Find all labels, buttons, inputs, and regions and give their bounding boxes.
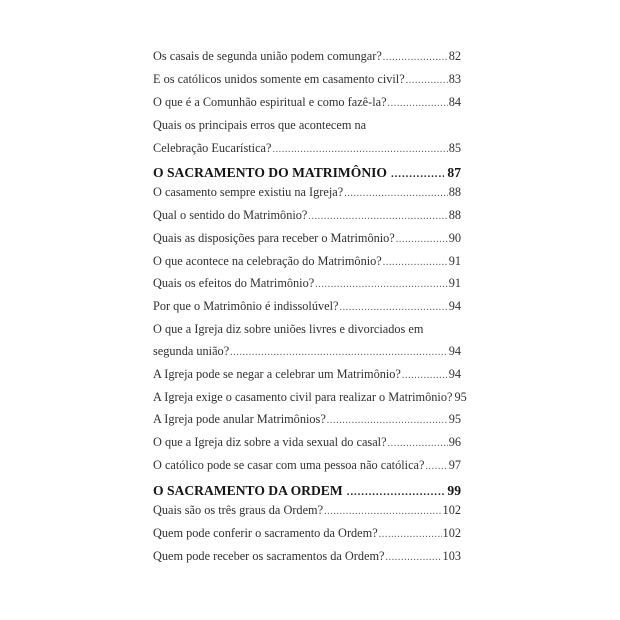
toc-entry xyxy=(153,139,461,157)
dot-leader xyxy=(324,503,441,521)
toc-entry-page: 84 xyxy=(448,95,461,109)
toc-entry-title: Celebração Eucarística? xyxy=(153,141,272,155)
toc-entry xyxy=(153,456,461,474)
dot-leader xyxy=(272,141,447,159)
toc-entry-title: O que é a Comunhão espiritual e como fazê-la? xyxy=(153,95,387,109)
dot-leader xyxy=(425,458,447,476)
toc-entry-title: Qual o sentido do Matrimônio? xyxy=(153,208,308,222)
toc-entry xyxy=(153,206,461,224)
toc-entry xyxy=(153,388,467,406)
toc-entry-title: A Igreja pode se negar a celebrar um Matrimônio? xyxy=(153,367,401,381)
toc-entry xyxy=(153,433,461,451)
toc-entry-title: O que acontece na celebração do Matrimônio? xyxy=(153,254,382,268)
dot-leader xyxy=(406,72,448,90)
toc-entry-title: O casamento sempre existiu na Igreja? xyxy=(153,185,344,199)
dot-leader xyxy=(347,483,445,501)
toc-entry-page: 88 xyxy=(448,208,461,222)
section-page: 99 xyxy=(447,483,461,498)
toc-entry xyxy=(153,410,461,428)
dot-leader xyxy=(391,165,444,183)
toc-entry xyxy=(153,47,461,65)
toc-entry-title: A Igreja pode anular Matrimônios? xyxy=(153,412,326,426)
toc-entry-page: 102 xyxy=(442,526,461,540)
toc-entry xyxy=(153,501,461,519)
toc-section-heading xyxy=(153,482,461,500)
toc-entry-title: O que a Igreja diz sobre uniões livres e divorciados em xyxy=(153,322,424,336)
toc-entry xyxy=(153,183,461,201)
toc-entry-page: 96 xyxy=(448,435,461,449)
toc-entry-page: 91 xyxy=(448,276,461,290)
section-title: O SACRAMENTO DA ORDEM xyxy=(153,483,343,498)
toc-entry-title: Quem pode receber os sacramentos da Ordem? xyxy=(153,549,385,563)
toc-entry-title: E os católicos unidos somente em casamento civil? xyxy=(153,72,405,86)
dot-leader xyxy=(396,231,448,249)
toc-entry-page: 103 xyxy=(442,549,461,563)
toc-entry-page: 83 xyxy=(448,72,461,86)
dot-leader xyxy=(388,435,448,453)
toc-entry xyxy=(153,229,461,247)
toc-entry-page: 94 xyxy=(448,299,461,313)
toc-entry-page: 82 xyxy=(448,49,461,63)
toc-entry xyxy=(153,252,461,270)
toc-entry-title: O que a Igreja diz sobre a vida sexual do casal? xyxy=(153,435,387,449)
toc-entry-page: 94 xyxy=(448,344,461,358)
dot-leader xyxy=(379,526,442,544)
toc-entry-wrapped-line xyxy=(153,320,461,338)
toc-entry-page: 91 xyxy=(448,254,461,268)
toc-entry-page: 85 xyxy=(448,141,461,155)
toc-entry-title: Os casais de segunda união podem comungar? xyxy=(153,49,382,63)
toc-entry-title: segunda união? xyxy=(153,344,230,358)
toc-entry-page: 102 xyxy=(442,503,461,517)
toc-entry-page: 97 xyxy=(448,458,461,472)
dot-leader xyxy=(315,276,448,294)
toc-entry-page: 88 xyxy=(448,185,461,199)
toc-entry-page: 95 xyxy=(448,412,461,426)
toc-entry xyxy=(153,274,461,292)
toc-entry xyxy=(153,365,461,383)
toc-entry-title: Quais os efeitos do Matrimônio? xyxy=(153,276,315,290)
toc-entry xyxy=(153,297,461,315)
toc-entry-title: Quais os principais erros que acontecem na xyxy=(153,118,367,132)
toc-entry-page: 90 xyxy=(448,231,461,245)
toc-entry xyxy=(153,93,461,111)
dot-leader xyxy=(383,254,448,272)
dot-leader xyxy=(230,344,448,362)
dot-leader xyxy=(402,367,448,385)
toc-entry xyxy=(153,342,461,360)
dot-leader xyxy=(308,208,447,226)
toc-entry-title: Por que o Matrimônio é indissolúvel? xyxy=(153,299,339,313)
toc-entry-wrapped-line xyxy=(153,116,461,134)
toc-entry-page: 95 xyxy=(454,390,467,404)
toc-entry-title: Quais as disposições para receber o Matrimônio? xyxy=(153,231,395,245)
section-page: 87 xyxy=(447,165,461,180)
toc-entry-title: O católico pode se casar com uma pessoa não católica? xyxy=(153,458,425,472)
toc-entry xyxy=(153,547,461,565)
toc-entry-title: A Igreja exige o casamento civil para realizar o Matrimônio? xyxy=(153,390,453,404)
dot-leader xyxy=(339,299,447,317)
dot-leader xyxy=(386,549,442,567)
toc-entry xyxy=(153,70,461,88)
dot-leader xyxy=(388,95,448,113)
toc-section-heading xyxy=(153,164,461,182)
toc-entry xyxy=(153,524,461,542)
dot-leader xyxy=(327,412,448,430)
toc-entry-title: Quem pode conferir o sacramento da Ordem? xyxy=(153,526,378,540)
dot-leader xyxy=(383,49,448,67)
toc-entry-page: 94 xyxy=(448,367,461,381)
section-title: O SACRAMENTO DO MATRIMÔNIO xyxy=(153,165,387,180)
dot-leader xyxy=(344,185,448,203)
toc-entry-title: Quais são os três graus da Ordem? xyxy=(153,503,324,517)
